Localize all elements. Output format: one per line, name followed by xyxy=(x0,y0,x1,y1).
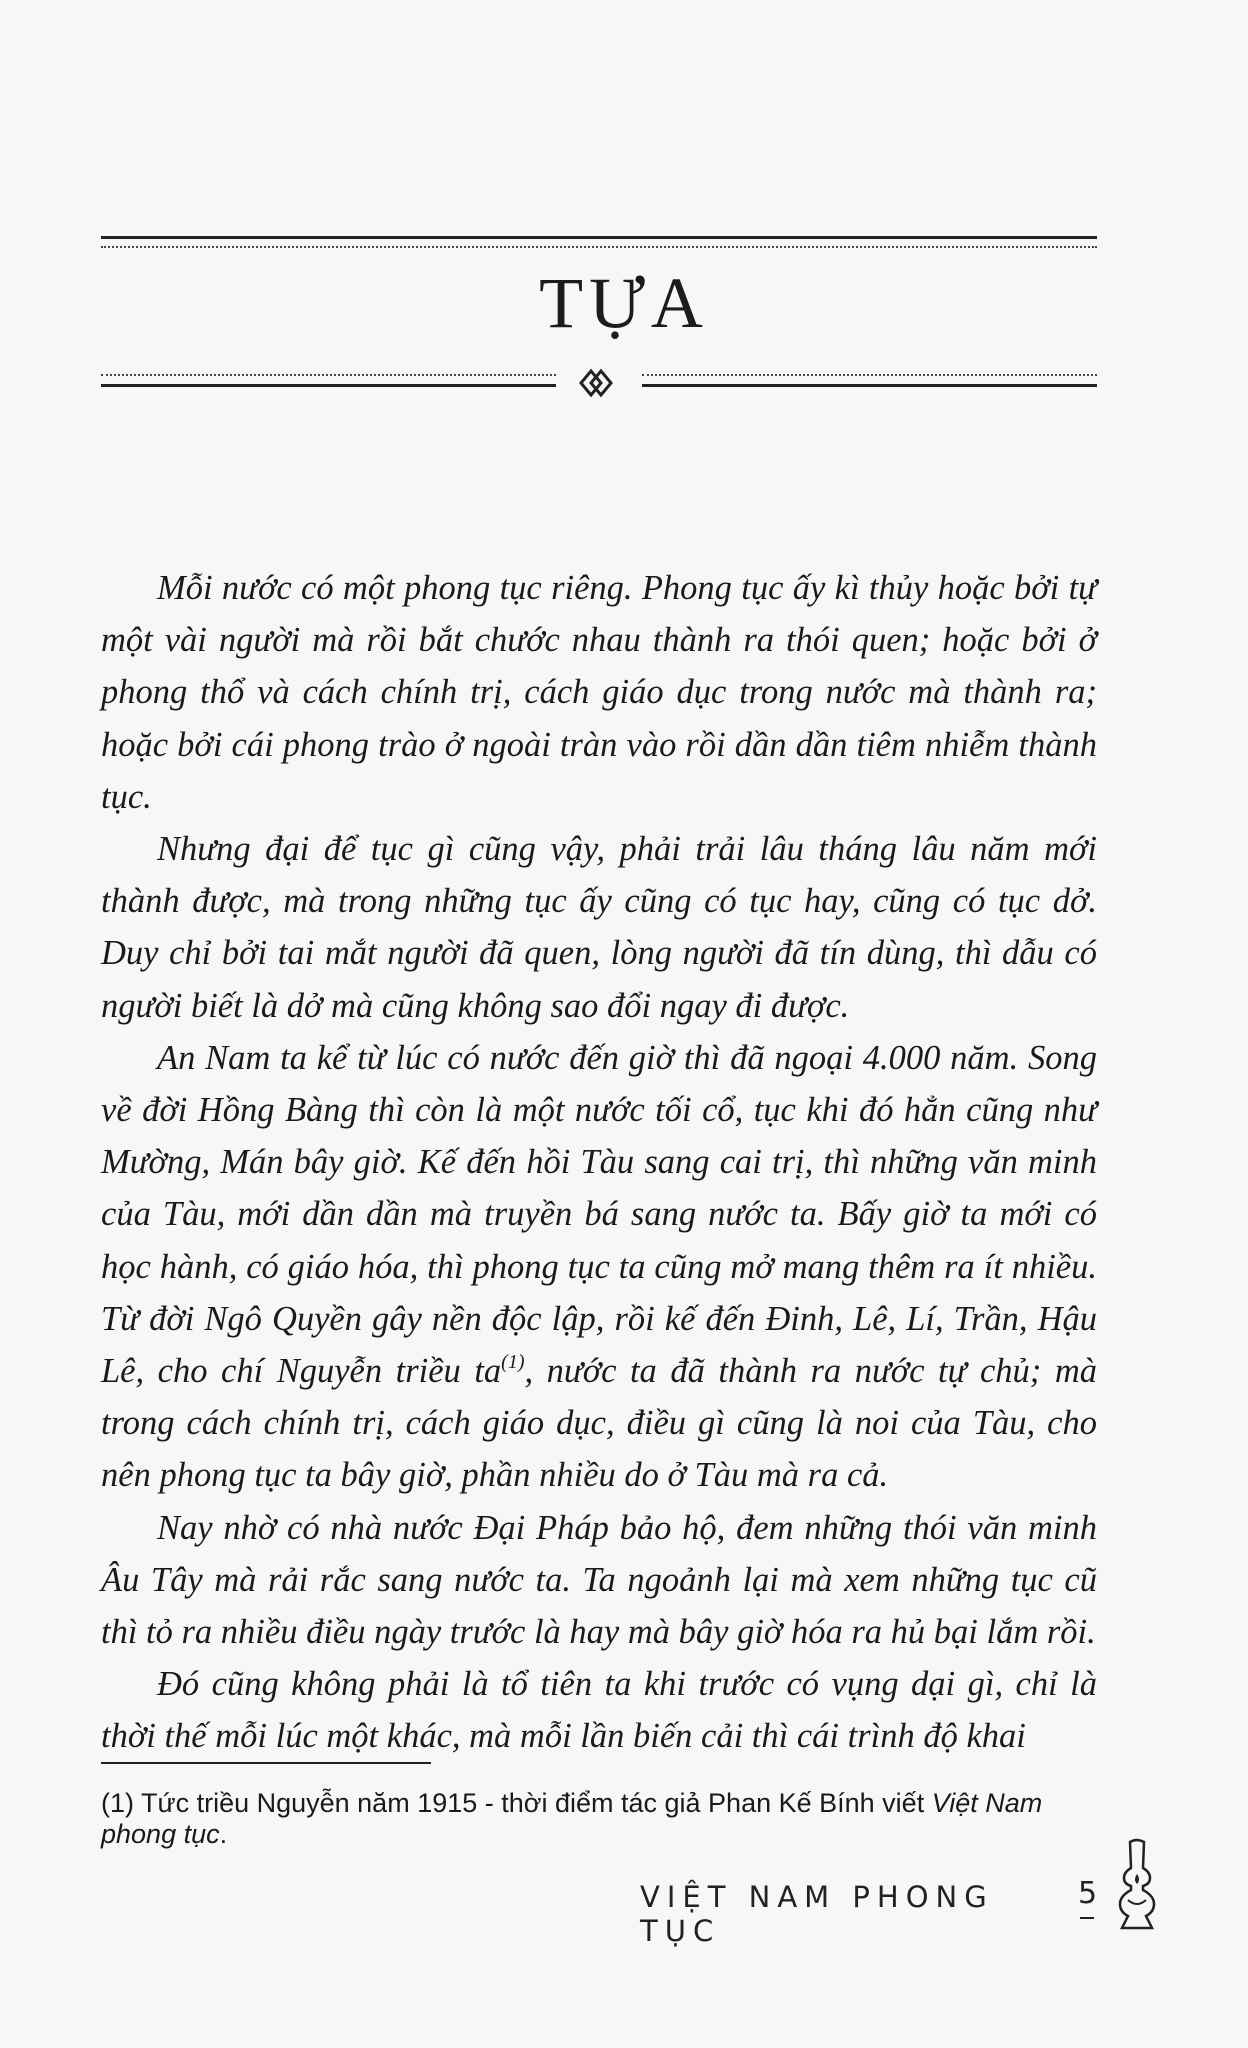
paragraph-5: Đó cũng không phải là tổ tiên ta khi trước có vụng dại gì, chỉ là thời thế mỗi lúc một khác, mà mỗi lần biến cải thì cái trình độ khai xyxy=(101,1665,1097,1756)
paragraph-3 xyxy=(101,1032,1097,1502)
title-bottom-rule-left xyxy=(101,374,556,390)
body-text xyxy=(101,562,1097,1763)
paragraph-3-part-1: An Nam ta kể từ lúc có nước đến giờ thì đã ngoại 4.000 năm. Song về đời Hồng Bàng thì còn là một nước tối cổ, tục khi đó hẳn cũng như Mường, Mán bây giờ. Kế đến hồi Tàu sang cai trị, thì những văn minh của Tàu, mới dần dần mà truyền bá sang nước ta. Bấy giờ ta mới có học hành, có giáo hóa, thì phong tục ta cũng mở mang thêm ra ít nhiều. Từ đời Ngô Quyền gây nền độc lập, rồi kế đến Đinh, Lê, Lí, Trần, Hậu Lê, cho chí Nguyễn triều ta xyxy=(101,1038,1097,1391)
paragraph-2: Nhưng đại để tục gì cũng vậy, phải trải lâu tháng lâu năm mới thành được, mà trong những tục ấy cũng có tục hay, cũng có tục dở. Duy chỉ bởi tai mắt người đã quen, lòng người đã tín dùng, thì dẫu có người biết là dở mà cũng không sao đổi ngay đi được. xyxy=(101,830,1097,1025)
footnote-rule xyxy=(101,1762,431,1764)
title-top-rule xyxy=(101,236,1097,253)
footnote-text: (1) Tức triều Nguyễn năm 1915 - thời điểm tác giả Phan Kế Bính viết xyxy=(101,1788,932,1818)
footnote-work-title: Việt Nam phong tục xyxy=(101,1788,1043,1849)
running-title: VIỆT NAM PHONG TỤC xyxy=(640,1880,994,1948)
footnote xyxy=(101,1788,1101,1850)
paragraph-1: Mỗi nước có một phong tục riêng. Phong tục ấy kì thủy hoặc bởi tự một vài người mà rồi bắt chước nhau thành ra thói quen; hoặc bởi ở phong thổ và cách chính trị, cách giáo dục trong nước mà thành ra; hoặc bởi cái phong trào ở ngoài tràn vào rồi dần dần tiêm nhiễm thành tục. xyxy=(101,569,1097,816)
paragraph-4: Nay nhờ có nhà nước Đại Pháp bảo hộ, đem những thói văn minh Âu Tây mà rải rắc sang nước ta. Ta ngoảnh lại mà xem những tục cũ thì tỏ ra nhiều điều ngày trước là hay mà bây giờ hóa ra hủ bại lắm rồi. xyxy=(101,1508,1097,1652)
footnote-marker[interactable]: (1) xyxy=(501,1351,525,1374)
footnote-end: . xyxy=(219,1819,228,1849)
title-bottom-rule-right xyxy=(642,374,1097,390)
oil-lamp-icon xyxy=(1114,1838,1160,1930)
paragraph-3-part-2: , nước ta đã thành ra nước tự chủ; mà trong cách chính trị, cách giáo dục, điều gì cũng là noi của Tàu, cho nên phong tục ta bây giờ, phần nhiều do ở Tàu mà ra cả. xyxy=(101,1352,1097,1495)
page-title: TỰA xyxy=(539,263,709,343)
diamond-ornament-icon xyxy=(574,366,624,400)
page-number: 5 xyxy=(1078,1876,1098,1911)
page-number-underline xyxy=(1080,1917,1094,1919)
